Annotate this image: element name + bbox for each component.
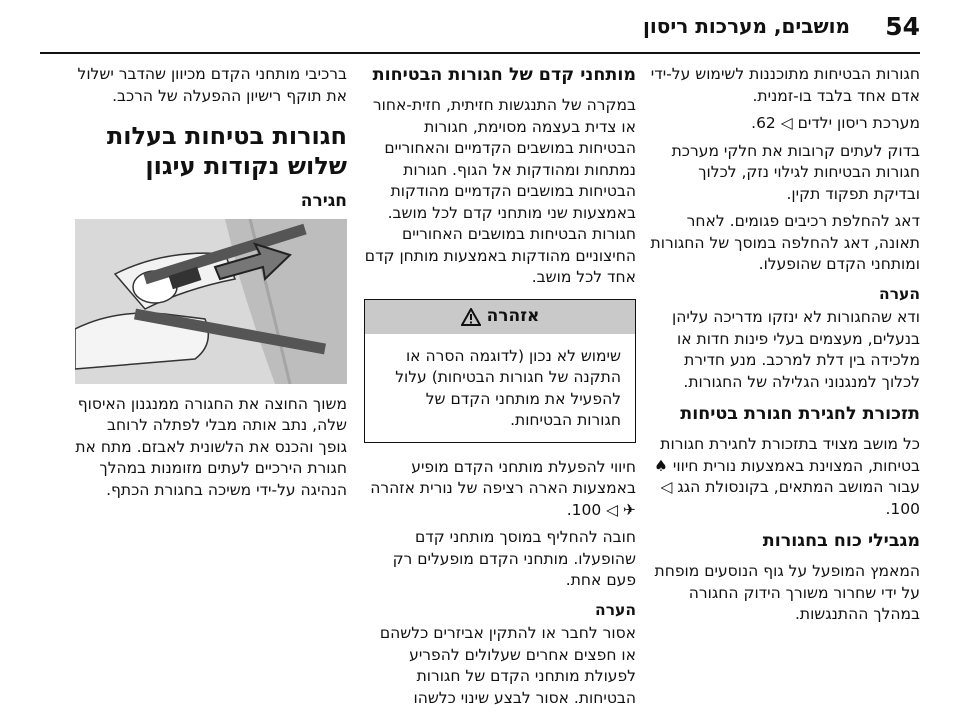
section-heading-force-limiters: מגבילי כוח בחגורות	[762, 531, 920, 551]
warning-box	[364, 299, 636, 443]
paragraph: דאג להחלפת רכיבים פגומים. לאחר תאונה, דאג להחלפה במוסך של החגורות ומותחני הקדם שהופעלו.	[650, 212, 920, 273]
column-right	[648, 64, 920, 632]
header-rule	[40, 52, 920, 54]
paragraph: כל מושב מצויד בתזכורת לחגירת חגורות בטיחות, המצוינת באמצעות נורית חיווי ♠ עבור המושב המתאים, בקונסולת הגג ◁ 100.	[654, 435, 920, 518]
seat-belt-illustration	[75, 219, 347, 384]
running-title: מושבים, מערכות ריסון	[643, 14, 850, 38]
paragraph: חגורות הבטיחות מתוכננות לשימוש על-ידי אדם אחד בלבד בו-זמנית.	[650, 65, 920, 105]
subsection-heading-fastening: חגירה	[300, 191, 347, 211]
note-label: הערה	[879, 284, 920, 303]
paragraph: במקרה של התנגשות חזיתית, חזית-אחור או צדית בעצמה מסוימת, חגורות הבטיחות במושבים הקדמיים והאחוריים נמתחות ומהודקות אל הגוף. חגורות הבטיחות במושבים הקדמיים מהודקות באמצעות שני מותחני קדם לכל מושב. חגורות הבטיחות במושבים האחוריים החיצוניים מהודקות באמצעות מותחן קדם אחד לכל מושב.	[364, 96, 636, 286]
section-heading-pretensioners: מותחני קדם של חגורות הבטיחות	[372, 65, 636, 85]
paragraph: חובה להחליף במוסך מותחני קדם שהופעלו. מותחני הקדם מופעלים רק פעם אחת.	[392, 528, 636, 589]
warning-header	[365, 300, 635, 334]
section-heading-three-point-belt: חגורות בטיחות בעלות שלוש נקודות עיגון	[106, 122, 347, 180]
warning-text: שימוש לא נכון (לדוגמה הסרה או התקנה של חגורות הבטיחות) עלול להפעיל את מותחני הקדם של חגורות הבטיחות.	[395, 346, 621, 429]
section-heading-reminder: תזכורת לחגירת חגורת בטיחות	[680, 404, 920, 424]
paragraph: ברכיבי מותחני הקדם מכיוון שהדבר ישלול את תוקף רישיון ההפעלה של הרכב.	[77, 65, 347, 105]
note-label: הערה	[595, 600, 636, 619]
paragraph: בדוק לעתים קרובות את חלקי מערכת חגורות הבטיחות לגילוי נזק, לכלוך ובדיקת תפקוד תקין.	[671, 141, 920, 203]
page-header	[0, 0, 960, 52]
note-text: ודא שהחגורות לא ינזקו מדריכה עליהן בנעלים, מעצמים בעלי פינות חדות או מלכידה בין דלת למרכב. מנע חדירת לכלוך למנגנוני הגלילה של החגורות.	[672, 308, 920, 391]
column-left	[75, 64, 347, 507]
cross-reference-child-restraint: מערכת ריסון ילדים ◁ 62.	[751, 114, 920, 132]
paragraph: משוך החוצה את החגורה ממנגנון האיסוף שלה, נתב אותה מבלי לפתלה לרוחב גופך והכנס את הלשונית לאבזם. מתח את חגורת הירכיים לעתים מזומנות במהלך הנהיגה על-ידי משיכה בחגורת הכתף.	[75, 394, 347, 499]
warning-triangle-icon	[461, 308, 481, 326]
paragraph: המאמץ המופעל על גוף הנוסעים מופחת על ידי שחרור משורך הידוק החגורה במהלך ההתנגשות.	[654, 562, 920, 623]
warning-title: אזהרה	[486, 305, 540, 326]
page-number: 54	[885, 12, 920, 41]
column-middle	[364, 64, 636, 715]
note-text: אסור לחבר או להתקין אביזרים כלשהם או חפצים אחרים שעלולים להפריע לפעולת מותחני הקדם של חגורות הבטיחות. אסור לבצע שינוי כלשהו	[379, 624, 636, 707]
paragraph: חיווי להפעלת מותחני הקדם מופיע באמצעות הארה רציפה של נורית אזהרה ✈ ◁ 100.	[370, 457, 636, 519]
